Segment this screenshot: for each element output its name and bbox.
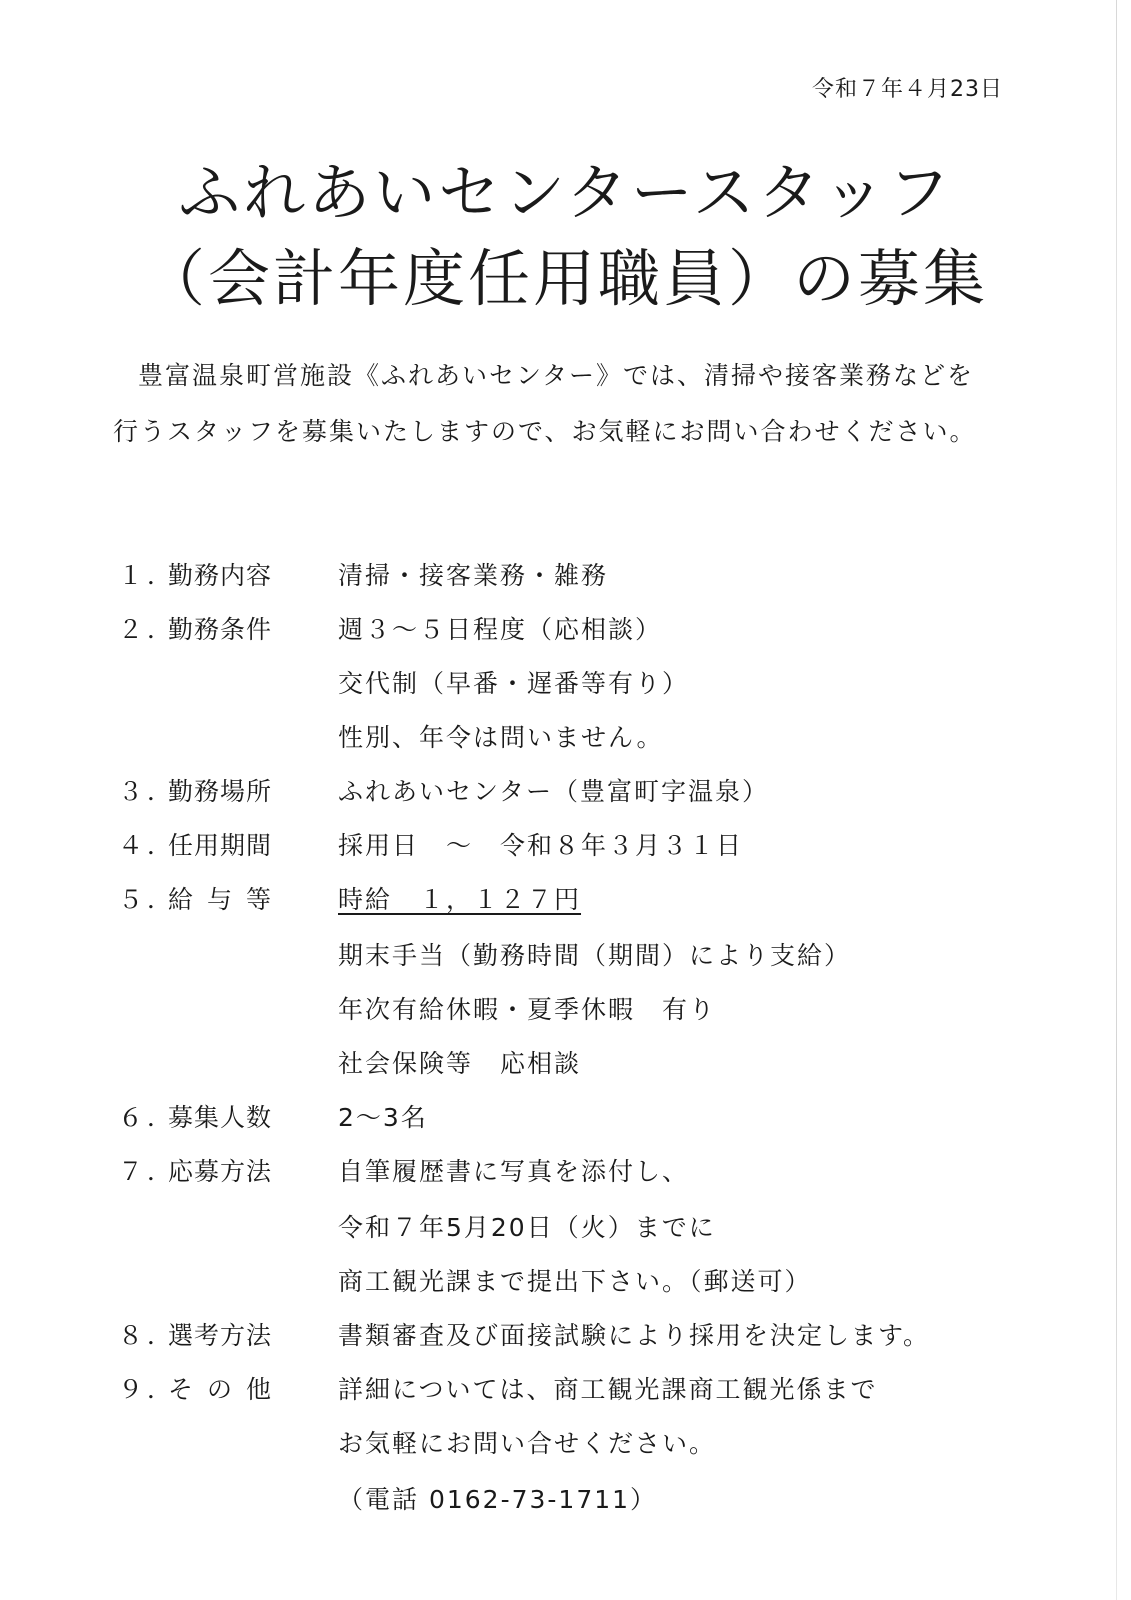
list-item <box>0 1316 1131 1356</box>
list-item-continuation <box>0 718 1131 758</box>
item-value: ふれあいセンター（豊富町字温泉） <box>338 777 770 806</box>
item-value: 性別、年令は問いません。 <box>338 723 664 752</box>
item-value: 社会保険等 応相談 <box>338 1049 582 1078</box>
item-number: ３． <box>118 777 177 806</box>
item-value: 清掃・接客業務・雑務 <box>338 561 609 590</box>
item-value: 書類審査及び面接試験により採用を決定します。 <box>338 1321 931 1350</box>
list-item-continuation <box>0 1424 1131 1464</box>
list-item-continuation <box>0 1480 1131 1520</box>
item-value: 交代制（早番・遅番等有り） <box>338 669 690 698</box>
list-item-continuation <box>0 1044 1131 1084</box>
item-number: ７． <box>118 1157 177 1186</box>
item-label: 勤務条件 <box>168 615 273 644</box>
item-value: 詳細については、商工観光課商工観光係まで <box>338 1375 878 1404</box>
item-value: 2～3名 <box>338 1103 428 1132</box>
list-item-continuation <box>0 936 1131 976</box>
item-label: その他 <box>168 1375 286 1404</box>
list-item <box>0 880 1131 920</box>
list-item <box>0 1152 1131 1192</box>
list-item <box>0 1370 1131 1410</box>
item-label: 募集人数 <box>168 1103 273 1132</box>
item-number: ９． <box>118 1375 177 1404</box>
intro-paragraph: 豊富温泉町営施設《ふれあいセンター》では、清掃や接客業務などを行うスタッフを募集いたしますので、お気軽にお問い合わせください。 <box>113 361 977 446</box>
item-label: 選考方法 <box>168 1321 273 1350</box>
list-item <box>0 556 1131 596</box>
item-value: 自筆履歴書に写真を添付し、 <box>338 1157 690 1186</box>
hourly-wage: 時給 １，１２７円 <box>338 885 582 914</box>
list-item-continuation <box>0 990 1131 1030</box>
item-label: 任用期間 <box>168 831 273 860</box>
title-line-1: ふれあいセンタースタッフ <box>178 156 953 229</box>
item-number: ４． <box>118 831 177 860</box>
item-value: 期末手当（勤務時間（期間）により支給） <box>338 941 852 970</box>
list-item-continuation <box>0 1262 1131 1302</box>
list-item-continuation <box>0 1208 1131 1248</box>
item-number: ６． <box>118 1103 177 1132</box>
item-label: 給与等 <box>168 885 286 914</box>
list-item-continuation <box>0 664 1131 704</box>
list-item <box>0 1098 1131 1138</box>
item-value: 令和７年5月20日（火）までに <box>338 1213 716 1242</box>
item-label: 勤務場所 <box>168 777 273 806</box>
title-line-2: （会計年度任用職員）の募集 <box>142 242 988 315</box>
list-item <box>0 826 1131 866</box>
item-number: ８． <box>118 1321 177 1350</box>
item-number: ２． <box>118 615 177 644</box>
item-label: 勤務内容 <box>168 561 273 590</box>
item-value: 採用日 ～ 令和８年３月３１日 <box>338 831 744 860</box>
item-number: １． <box>118 561 177 590</box>
list-item <box>0 610 1131 650</box>
item-number: ５． <box>118 885 177 914</box>
item-value: 年次有給休暇・夏季休暇 有り <box>338 995 717 1024</box>
item-label: 応募方法 <box>168 1157 273 1186</box>
item-value: 商工観光課まで提出下さい。（郵送可） <box>338 1267 812 1296</box>
document-date: 令和７年４月23日 <box>812 77 1003 102</box>
item-value: 週３～５日程度（応相談） <box>338 615 663 644</box>
phone-number: （電話 0162-73-1711） <box>338 1485 658 1514</box>
item-value: お気軽にお問い合せください。 <box>338 1429 717 1458</box>
list-item <box>0 772 1131 812</box>
